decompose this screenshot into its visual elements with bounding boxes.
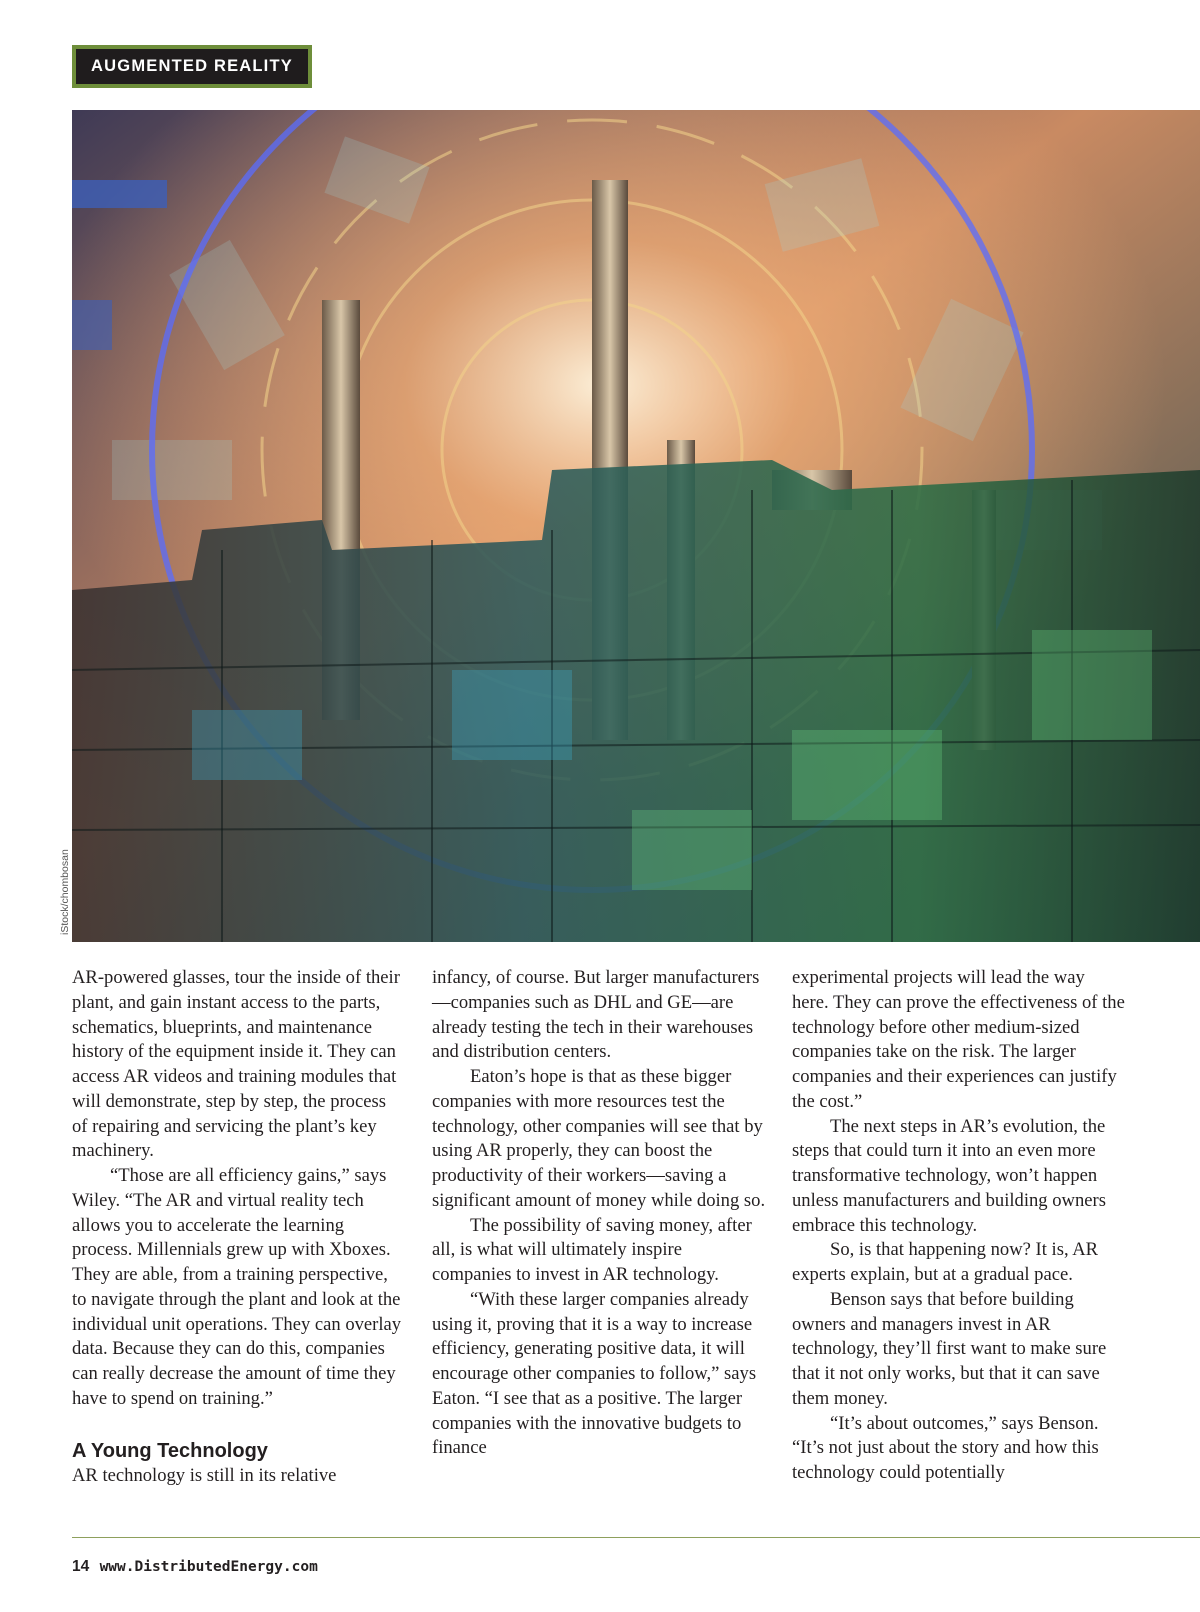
- paragraph: “With these larger companies already using it, proving that it is a way to increase efficiency, generating positive data, it will encourage other companies to follow,” says Eaton. “I see that as a positive. The larger companies with the innovative budgets to finance: [432, 1288, 757, 1459]
- page-number: 14: [72, 1558, 90, 1575]
- paragraph: AR-powered glasses, tour the inside of their plant, and gain instant access to the parts, schematics, blueprints, and maintenance history of the equipment inside it. They can access AR videos and training modules that will demonstrate, step by step, the process of repairing and servicing the plant’s key machinery.: [72, 967, 400, 1162]
- paragraph: The possibility of saving money, after all, is what will ultimately inspire companies to invest in AR technology.: [432, 1214, 752, 1285]
- paragraph: “Those are all efficiency gains,” says Wiley. “The AR and virtual reality tech allows you to accelerate the learning process. Millennials grew up with Xboxes. They are able, from a training perspective, to navigate through the plant and look at the individual unit operations. They can overlay data. Because they can do this, companies can really decrease the amount of time they have to spend on training.”: [72, 1165, 402, 1409]
- text-column-2: [432, 966, 766, 1461]
- subheading: A Young Technology: [72, 1439, 268, 1462]
- page-footer: [72, 1558, 318, 1576]
- website-link[interactable]: www.DistributedEnergy.com: [99, 1559, 318, 1575]
- paragraph: The next steps in AR’s evolution, the steps that could turn it into an even more transformative technology, won’t happen unless manufacturers and building owners embrace this technology.: [792, 1115, 1106, 1236]
- paragraph: “It’s about outcomes,” says Benson. “It’s not just about the story and how this technology could potentially: [792, 1412, 1099, 1483]
- paragraph: AR technology is still in its relative: [72, 1464, 337, 1486]
- paragraph: Benson says that before building owners and managers invest in AR technology, they’ll first want to make sure that it not only works, but that it can save them money.: [792, 1288, 1107, 1409]
- text-column-1: [72, 966, 406, 1488]
- paragraph: Eaton’s hope is that as these bigger companies with more resources test the technology, other companies will see that by using AR properly, they can boost the productivity of their workers—saving a significant amount of money while doing so.: [432, 1066, 766, 1211]
- paragraph: infancy, of course. But larger manufacturers—companies such as DHL and GE—are already testing the tech in their warehouses and distribution centers.: [432, 967, 760, 1063]
- text-column-3: [792, 966, 1126, 1486]
- paragraph: experimental projects will lead the way here. They can prove the effectiveness of the technology before other medium-sized companies take on the risk. The larger companies and their experiences can justify the cost.”: [792, 967, 1125, 1112]
- photo-credit: iStock/chombosan: [59, 849, 71, 935]
- footer-rule: [72, 1537, 1200, 1538]
- refinery-ar-photo: [72, 110, 1200, 942]
- paragraph: So, is that happening now? It is, AR experts explain, but at a gradual pace.: [792, 1239, 1099, 1285]
- section-label: AUGMENTED REALITY: [72, 45, 312, 88]
